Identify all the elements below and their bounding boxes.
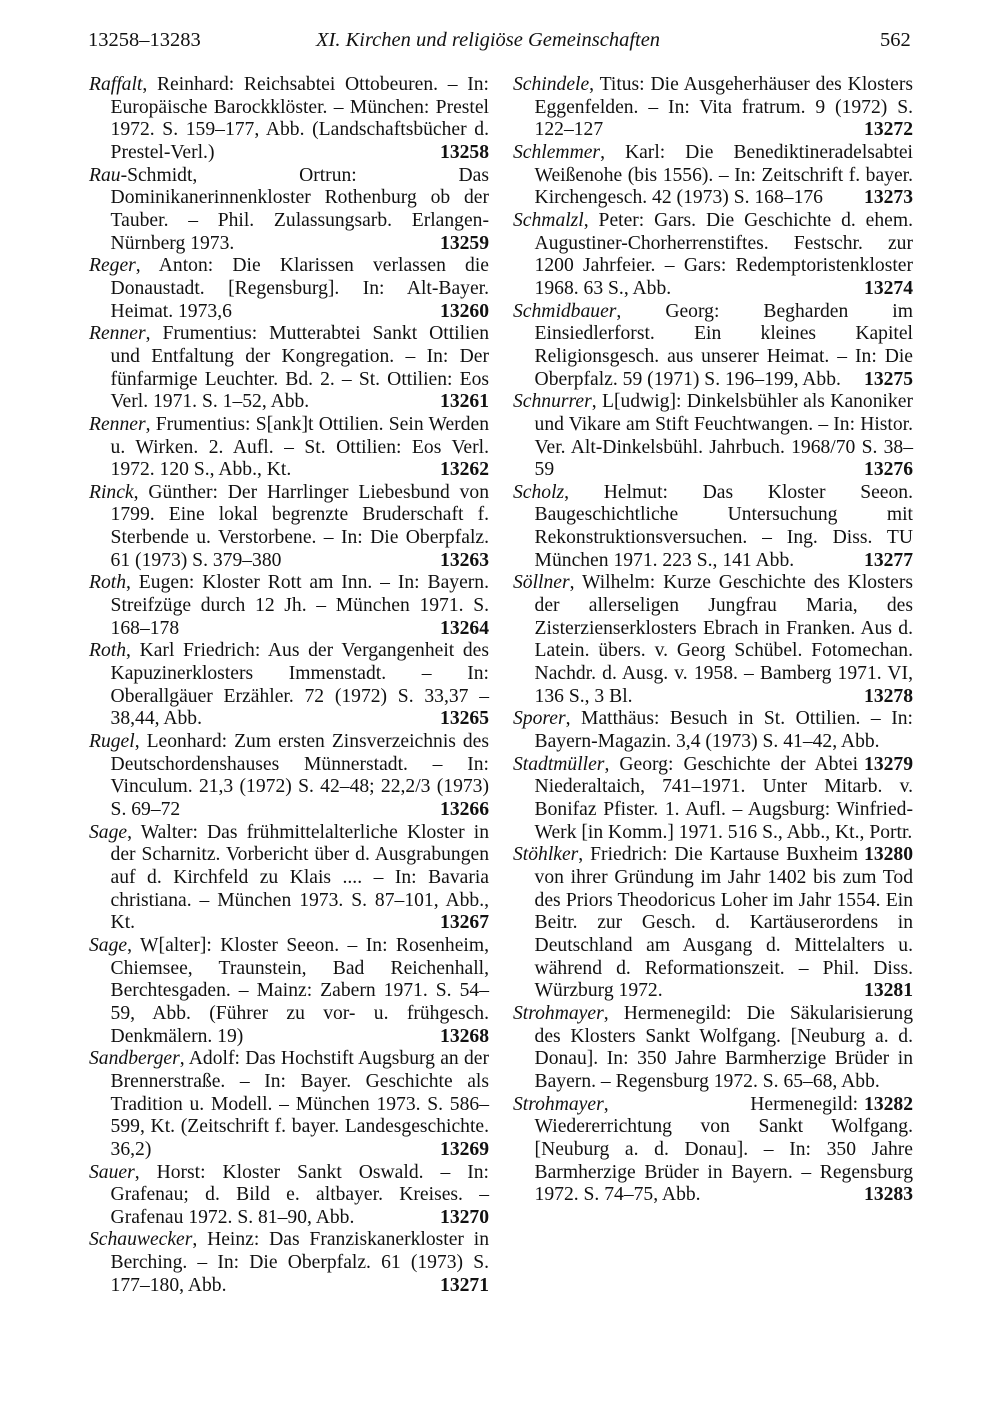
entry-number: 13278 — [864, 685, 913, 707]
entry-number: 13282 — [864, 1093, 913, 1115]
entry-text: , Günther: Der Harrlinger Liebesbund von 1799. Eine lokal begrenzte Bruderschaft f. Sterbende u. Verstorbene. – In: Die Oberpfalz. 61 (1973) S. 379–380 — [110, 481, 489, 571]
bibliography-entry — [513, 391, 913, 482]
entry-text: , Eugen: Kloster Rott am Inn. – In: Bayern. Streifzüge durch 12 Jh. – München 1971. S. 168–178 — [110, 572, 489, 639]
entry-number: 13281 — [864, 980, 913, 1002]
entry-number: 13268 — [440, 1025, 489, 1047]
bibliography-entry — [513, 74, 913, 142]
entry-author: Rugel — [89, 731, 135, 753]
entry-text: , Frumentius: Mutterabtei Sankt Ottilien und Entfaltung der Kongregation. – In: Der fünfarmige Leuchter. Bd. 2. – St. Ottilien: Eos Verl. 1971. S. 1–52, Abb. — [110, 323, 489, 413]
entry-author: Renner — [89, 323, 146, 345]
entry-number: 13277 — [864, 549, 913, 571]
entry-number: 13265 — [440, 708, 489, 730]
bibliography-entry — [89, 572, 489, 640]
entry-number: 13279 — [864, 753, 913, 775]
entry-text: , Friedrich: Die Kartause Buxheim von ihrer Gründung im Jahr 1402 bis zum Tod des Priors Theodoricus Loher im Jahr 1554. Ein Beitr. zur Gesch. d. Kartäuserordens in Deutschland am Ausgang d. Mittelalters u. während d. Reformationszeit. – Phil. Diss. Würzburg 1972. — [534, 844, 913, 1002]
entry-number: 13266 — [440, 799, 489, 820]
bibliography-entry — [513, 1094, 913, 1207]
entry-number: 13274 — [864, 277, 913, 299]
entry-author: Strohmayer — [513, 1002, 604, 1024]
entry-author: Reger — [89, 255, 136, 277]
entry-author: Stadtmüller — [513, 753, 605, 775]
entry-text: , Reinhard: Reichsabtei Ottobeuren. – In: Europäische Barockklöster. – München: Prestel 1972. S. 159–177, Abb. (Landschaftsbücher d. Prestel-Verl.) — [110, 74, 489, 163]
entry-text: , W[alter]: Kloster Seeon. – In: Rosenheim, Chiemsee, Traunstein, Bad Reichenhall, Berchtesgaden. – Mainz: Zabern 1971. S. 54–59, Abb. (Führer zu vor- u. frühgesch. Denkmälern. 19) — [110, 934, 489, 1047]
bibliography-entry — [89, 482, 489, 573]
entry-number: 13264 — [440, 617, 489, 639]
entry-author: Raffalt — [89, 74, 143, 95]
bibliography-entry — [89, 255, 489, 323]
entry-text: , Karl: Die Benediktineradelsabtei Weißenohe (bis 1556). – In: Zeitschrift f. bayer. Kirchengesch. 42 (1973) S. 168–176 — [534, 141, 913, 209]
entry-author: Renner — [89, 413, 146, 435]
entry-text: , Adolf: Das Hochstift Augsburg an der Brennerstraße. – In: Bayer. Geschichte als Tradition u. Modell. – München 1973. S. 586–599, Kt. (Zeitschrift f. bayer. Landesgeschichte. 36,2) — [110, 1048, 489, 1160]
entry-author: Schnurrer — [513, 391, 592, 413]
left-column — [89, 74, 489, 1297]
entry-author: Sandberger — [89, 1048, 180, 1070]
entry-range: 13258–13283 — [88, 29, 201, 51]
bibliography-entry — [513, 1002, 913, 1115]
entry-text: , L[udwig]: Dinkelsbühler als Kanoniker und Vikare am Stift Feuchtwangen. – In: Histor. Ver. Alt-Dinkelsbühl. Jahrbuch. 1968/70 S. 38–59 — [534, 391, 913, 481]
bibliography-entry — [89, 74, 489, 165]
entry-number: 13276 — [864, 459, 913, 481]
entry-number: 13275 — [864, 368, 913, 390]
right-column — [513, 74, 913, 1207]
entry-text: , Matthäus: Besuch in St. Ottilien. – In: Bayern-Magazin. 3,4 (1973) S. 41–42, Abb. — [534, 708, 913, 753]
entry-text: , Georg: Begharden im Einsiedlerforst. Ein kleines Kapitel Religionsgesch. aus unserer Heimat. – In: Die Oberpfalz. 59 (1971) S. 196–199, Abb. — [534, 300, 913, 390]
entry-number: 13260 — [440, 300, 489, 322]
entry-text: , Frumentius: S[ank]t Ottilien. Sein Werden u. Wirken. 2. Aufl. – St. Ottilien: Eos Verl. 1972. 120 S., Abb., Kt. — [110, 413, 489, 481]
entry-text: , Horst: Kloster Sankt Oswald. – In: Grafenau; d. Bild e. altbayer. Kreises. – Grafenau 1972. S. 81–90, Abb. — [110, 1161, 489, 1228]
entry-text: , Peter: Gars. Die Geschichte d. ehem. Augustiner-Chorherrenstiftes. Festschr. zur 1200 Jahrfeier. – Gars: Redemptoristenkloster 1968. 63 S., Abb. — [534, 209, 913, 299]
entry-number: 13267 — [440, 912, 489, 934]
entry-author: Stöhlker — [513, 844, 579, 866]
entry-number: 13272 — [864, 119, 913, 141]
entry-number: 13280 — [864, 844, 913, 866]
bibliography-entry — [89, 1229, 489, 1297]
bibliography-entry — [513, 844, 913, 1003]
bibliography-entry — [89, 822, 489, 935]
entry-author: Sage — [89, 934, 128, 956]
bibliography-entry — [513, 210, 913, 301]
entry-author: Sage — [89, 821, 128, 843]
entry-author: Roth — [89, 640, 127, 662]
entry-number: 13270 — [440, 1206, 489, 1228]
entry-author: Sporer — [513, 708, 566, 730]
entry-author: Schmalzl — [513, 209, 584, 231]
entry-number: 13263 — [440, 549, 489, 571]
entry-number: 13262 — [440, 459, 489, 481]
entry-text: , Helmut: Das Kloster Seeon. Baugeschichtliche Untersuchung mit Rekonstruktionsversuchen. – Ing. Diss. TU München 1971. 223 S., 141 Abb. — [534, 481, 913, 571]
entry-author: Sauer — [89, 1161, 135, 1183]
entry-text: , Georg: Geschichte der Abtei Niederaltaich, 741–1971. Unter Mitarb. v. Bonifaz Pfister. 1. Aufl. – Augsburg: Winfried-Werk [in Komm.] 1971. 516 S., Abb., Kt., Portr. — [534, 753, 913, 843]
section-title: XI. Kirchen und religiöse Gemeinschaften — [316, 29, 661, 51]
entry-text: , Heinz: Das Franziskanerkloster in Berching. – In: Die Oberpfalz. 61 (1973) S. 177–180, Abb. — [110, 1229, 489, 1296]
bibliography-entry — [89, 640, 489, 731]
entry-number: 13258 — [440, 141, 489, 163]
entry-text: , Titus: Die Ausgeherhäuser des Klosters Eggenfelden. – In: Vita fratrum. 9 (1972) S. 122–127 — [534, 74, 913, 141]
entry-text: , Wilhelm: Kurze Geschichte des Klosters der allerseligen Jungfrau Maria, des Zisterzienserklosters Ebrach in Franken. Aus d. Latein. übers. v. Georg Schübel. Fotomechan. Nachdr. d. Ausg. v. 1958. – Bamberg 1971. VI, 136 S., 3 Bl. — [534, 572, 913, 707]
bibliography-entry — [513, 572, 913, 708]
entry-number: 13259 — [440, 232, 489, 254]
entry-text: , Karl Friedrich: Aus der Vergangenheit des Kapuzinerklosters Immenstadt. – In: Oberallgäuer Erzähler. 72 (1972) S. 33,37 – 38,44, Abb. — [110, 640, 489, 730]
bibliography-entry — [513, 142, 913, 210]
bibliography-entry — [89, 1048, 489, 1161]
entry-number: 13271 — [440, 1274, 489, 1296]
bibliography-entry — [89, 731, 489, 822]
bibliography-entry — [89, 165, 489, 256]
entry-author: Söllner — [513, 572, 570, 594]
bibliography-entry — [89, 414, 489, 482]
entry-author: Scholz — [513, 481, 565, 503]
entry-author: Roth — [89, 572, 127, 594]
entry-text: , Hermenegild: Die Säkularisierung des Klosters Sankt Wolfgang. [Neuburg a. d. Donau]. In: 350 Jahre Barmherzige Brüder in Bayern. – Regensburg 1972. S. 65–68, Abb. — [534, 1002, 913, 1092]
page-number: 562 — [880, 29, 911, 51]
entry-author: Schindele — [513, 74, 590, 95]
bibliography-entry — [513, 301, 913, 392]
bibliography-entry — [513, 482, 913, 573]
bibliography-entry — [89, 323, 489, 414]
bibliography-entry — [89, 1162, 489, 1230]
entry-text: , Leonhard: Zum ersten Zinsverzeichnis des Deutschordenshauses Münnerstadt. – In: Vinculum. 21,3 (1972) S. 42–48; 22,2/3 (1973) S. 69–72 — [110, 731, 489, 820]
entry-author: Rinck — [89, 481, 134, 503]
entry-text: -Schmidt, Ortrun: Das Dominikanerinnenkloster Rothenburg ob der Tauber. – Phil. Zulassungsarb. Erlangen-Nürnberg 1973. — [110, 164, 489, 254]
bibliography-entry — [89, 935, 489, 1048]
entry-text: , Hermenegild: Wiedererrichtung von Sankt Wolfgang. [Neuburg a. d. Donau]. – In: 350 Jahre Barmherzige Brüder in Bayern. – Regensburg 1972. S. 74–75, Abb. — [534, 1093, 913, 1206]
entry-number: 13283 — [864, 1184, 913, 1206]
entry-number: 13261 — [440, 391, 489, 413]
entry-author: Strohmayer — [513, 1093, 604, 1115]
entry-author: Schauwecker — [89, 1229, 193, 1251]
entry-text: , Anton: Die Klarissen verlassen die Donaustadt. [Regensburg]. In: Alt-Bayer. Heimat. 1973,6 — [110, 255, 489, 322]
entry-author: Schlemmer — [513, 141, 601, 163]
entry-author: Schmidbauer — [513, 300, 617, 322]
entry-number: 13269 — [440, 1138, 489, 1160]
entry-author: Rau — [89, 164, 121, 186]
entry-text: , Walter: Das frühmittelalterliche Kloster in der Scharnitz. Vorbericht über d. Ausgrabungen auf d. Kirchfeld zu Klais .... – In: Bavaria christiana. – München 1973. S. 87–101, Abb., Kt. — [110, 821, 489, 934]
entry-number: 13273 — [864, 187, 913, 209]
